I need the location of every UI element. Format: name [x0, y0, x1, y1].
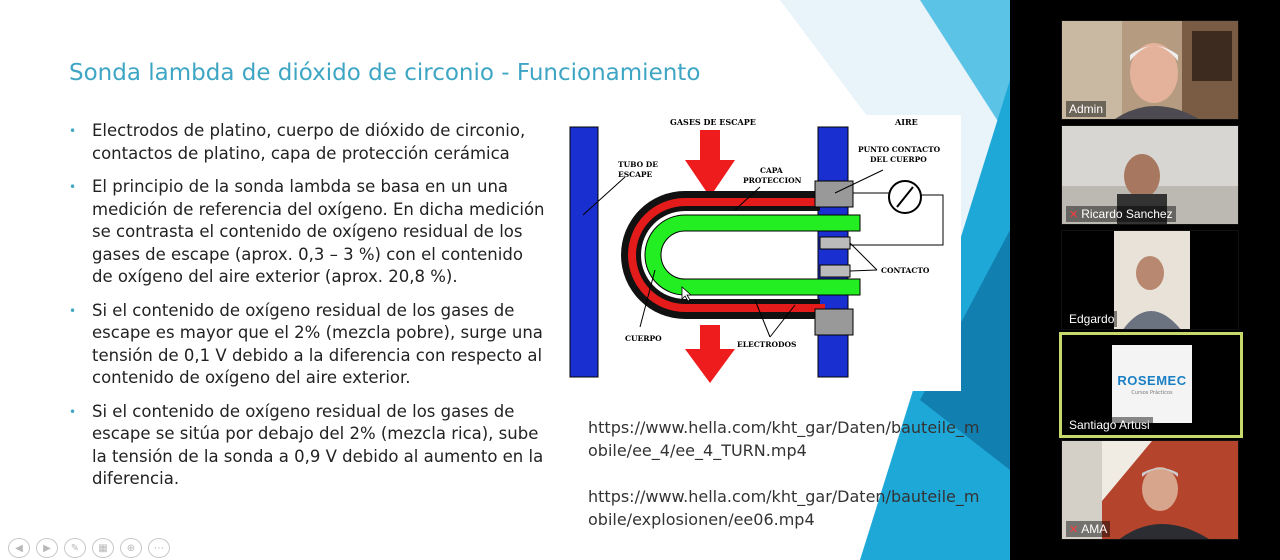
participant-name: Edgardo	[1066, 311, 1117, 327]
participant-tile[interactable]	[1061, 20, 1239, 120]
slideshow-controls	[8, 538, 170, 558]
label-electrodos: ELECTRODOS	[737, 340, 797, 349]
bullet-item: • Si el contenido de oxígeno residual de los gases de escape se sitúa por debajo del 2% (mezcla rica), sube la tensión de la sonda a 0,9 V debido al aumento en la diferencia.	[69, 401, 544, 488]
participant-tile[interactable]	[1061, 440, 1239, 540]
participant-name: ✕ Ricardo Sanchez	[1066, 206, 1176, 222]
label-contacto: CONTACTO	[881, 266, 930, 275]
bullet-dot-icon: •	[69, 303, 77, 318]
mic-muted-icon: ✕	[1069, 523, 1079, 536]
participant-tile-active[interactable]	[1059, 332, 1243, 438]
bullet-dot-icon: •	[69, 180, 77, 194]
rosemec-brand: ROSEMEC	[1117, 372, 1187, 388]
slide-title: Sonda lambda de dióxido de circonio - Funcionamiento	[69, 60, 701, 86]
prev-icon[interactable]: ◀	[8, 538, 30, 558]
mic-muted-icon: ✕	[1069, 208, 1079, 221]
participant-tile[interactable]	[1061, 125, 1239, 225]
bullet-dot-icon: •	[69, 404, 77, 419]
label-tubo-de: TUBO DE	[618, 160, 658, 169]
video-link[interactable]: https://www.hella.com/kht_gar/Daten/bauteile_mobile/explosionen/ee06.mp4	[588, 487, 980, 529]
participant-name: ✕ AMA	[1066, 521, 1110, 537]
zoom-icon[interactable]: ⊕	[120, 538, 142, 558]
more-icon[interactable]: ⋯	[148, 538, 170, 558]
rosemec-logo-card	[1112, 345, 1192, 423]
label-capa: CAPA	[760, 166, 783, 175]
bullet-item: • Si el contenido de oxígeno residual de los gases de escape es mayor que el 2% (mezcla pobre), surge una tensión de 0,1 V debido a la diferencia con respecto al contenido de oxígeno del aire exterior.	[69, 300, 543, 387]
video-link[interactable]: https://www.hella.com/kht_gar/Daten/bauteile_mobile/ee_4/ee_4_TURN.mp4	[588, 418, 980, 460]
bullet-list	[68, 120, 548, 502]
label-punto-contacto: PUNTO CONTACTO	[858, 145, 941, 154]
rosemec-sub: Cursos Prácticos	[1131, 389, 1173, 396]
participant-tile[interactable]	[1061, 230, 1239, 330]
label-escape: ESCAPE	[618, 170, 653, 179]
lambda-sensor-diagram	[565, 115, 961, 391]
label-del-cuerpo: DEL CUERPO	[870, 155, 927, 164]
next-icon[interactable]: ▶	[36, 538, 58, 558]
slides-icon[interactable]: ▦	[92, 538, 114, 558]
bullet-dot-icon: •	[69, 124, 77, 138]
participant-name: Santiago Artusi	[1066, 417, 1153, 433]
label-gases-escape: GASES DE ESCAPE	[670, 117, 756, 127]
participant-name: Admin	[1066, 101, 1106, 117]
label-proteccion: PROTECCION	[743, 176, 802, 185]
video-links	[588, 416, 988, 554]
pen-icon[interactable]: ✎	[64, 538, 86, 558]
label-cuerpo: CUERPO	[625, 334, 662, 343]
bullet-item: • El principio de la sonda lambda se basa en un una medición de referencia del oxígeno. En dicha medición se contrasta el contenido de oxígeno residual de los gases de escape (aprox. 0,3 – 3 %) con el contenido de oxígeno del aire exterior (aprox. 20,8 %).	[69, 177, 545, 286]
label-aire: AIRE	[895, 117, 918, 127]
bullet-item: • Electrodos de platino, cuerpo de dióxido de circonio, contactos de platino, capa de protección cerámica	[69, 121, 526, 163]
